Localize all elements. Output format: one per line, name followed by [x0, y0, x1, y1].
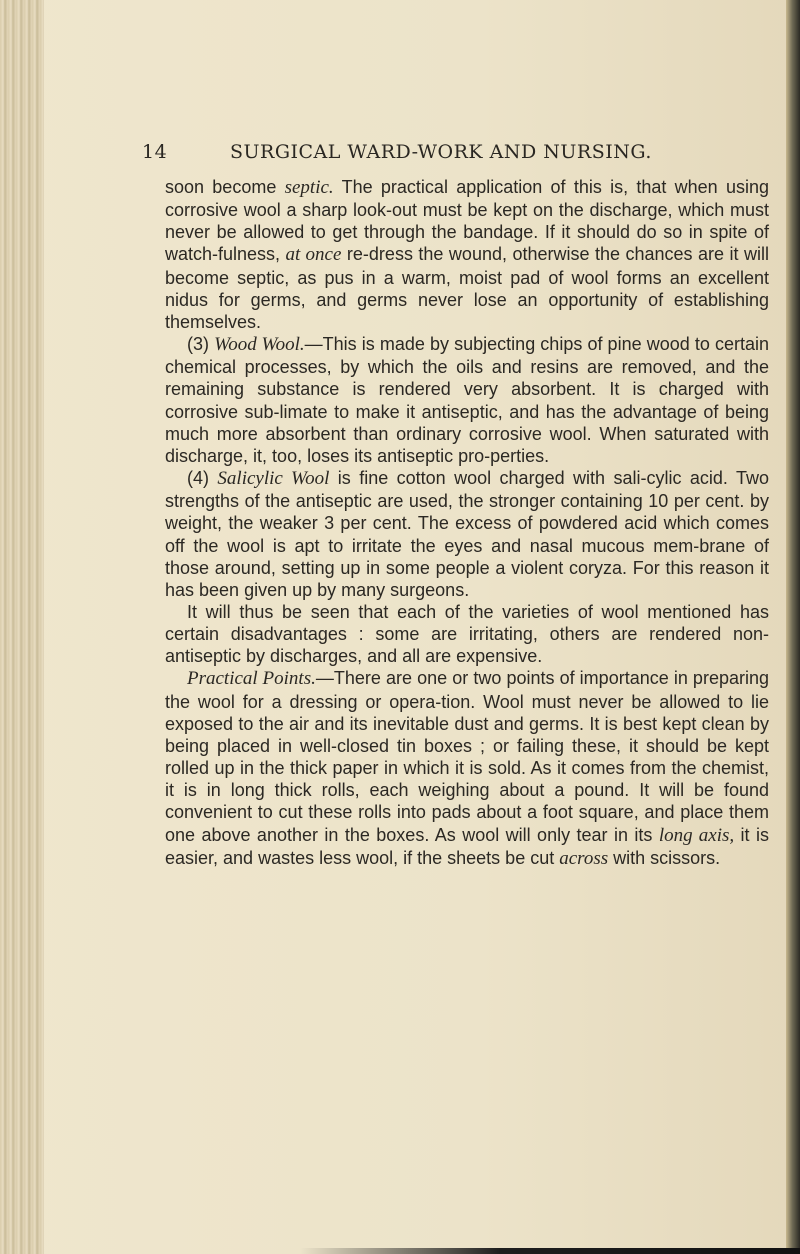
page-edge [786, 0, 800, 1254]
paragraph-septic: soon become septic. The practical application of this is, that when using corrosive wool a sharp look-out must be kept on the discharge, which must never be allowed to get through the bandage. If it should do so in spite of watch-fulness, at once re-dress the wound, otherwise the chances are it will become septic, as pus in a warm, moist pad of wool forms an excellent nidus for germs, and germs never lose an opportunity of establishing themselves. [165, 177, 769, 332]
paragraph-disadvantages: It will thus be seen that each of the varieties of wool mentioned has certain disadvantages : some are irritating, others are rendered non-antiseptic by discharges, and all are expensive. [165, 601, 769, 667]
paragraph-practical-points: Practical Points.—There are one or two points of importance in preparing the wool for a dressing or opera-tion. Wool must never be allowed to lie exposed to the air and its inevitable dust and germs. It is best kept clean by being placed in well-closed tin boxes ; or failing these, it should be kept rolled up in the thick paper in which it is sold. As it comes from the chemist, it is in long thick rolls, each weighing about a pound. It will be found convenient to cut these rolls into pads about a foot square, and place them one above another in the boxes. As wool will only tear in its long axis, it is easier, and wastes less wool, if the sheets be cut across with scissors. [165, 668, 769, 869]
running-head: SURGICAL WARD-WORK AND NURSING. [230, 141, 652, 163]
page-bottom-shadow [300, 1248, 800, 1254]
body-text [165, 176, 769, 870]
paragraph-wood-wool: (3) Wood Wool.—This is made by subjecting chips of pine wood to certain chemical processes, by which the oils and resins are removed, and the remaining substance is rendered very absorbent. It is charged with corrosive sub-limate to make it antiseptic, and has the advantage of being much more absorbent than ordinary corrosive wool. When saturated with discharge, it, too, loses its antiseptic pro-perties. [165, 334, 769, 466]
page-header [142, 141, 742, 171]
book-gutter [0, 0, 44, 1254]
page-number: 14 [142, 141, 168, 163]
paragraph-salicylic-wool: (4) Salicylic Wool is fine cotton wool charged with sali-cylic acid. Two strengths of the antiseptic are used, the stronger containing 10 per cent. by weight, the weaker 3 per cent. The excess of powdered acid which comes off the wool is apt to irritate the eyes and nasal mucous mem-brane of those around, setting up in some people a violent coryza. For this reason it has been given up by many surgeons. [165, 468, 769, 600]
